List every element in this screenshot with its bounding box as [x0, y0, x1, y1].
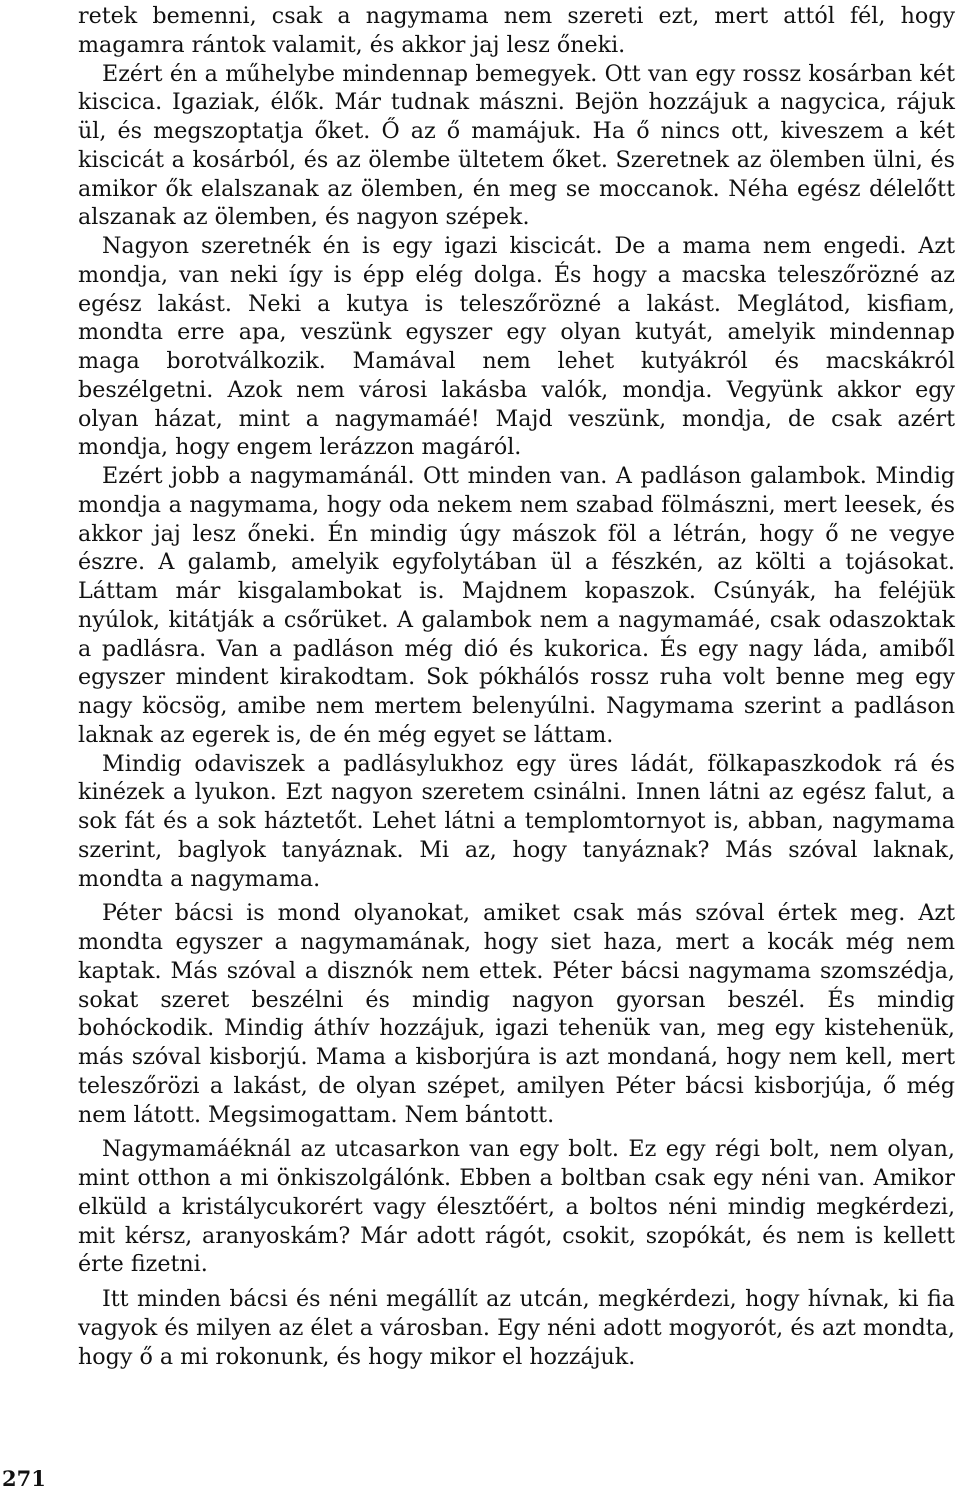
- paragraph: Nagyon szeretnék én is egy igazi kiscicát. De a mama nem engedi. Azt mondja, van neki így is épp elég dolga. És hogy a macska teleszőrözné az egész lakást. Neki a kutya is teleszőrözné a lakást. Meglátod, kisfiam, mondta erre apa, veszünk egyszer egy olyan kutyát, amelyik mindennap maga borotválkozik. Mamával nem lehet kutyákról és macskákról beszélgetni. Azok nem városi lakásba valók, mondja. Vegyünk akkor egy olyan házat, mint a nagymamáé! Majd veszünk, mondja, de csak azért mondja, hogy engem lerázzon magáról.: [78, 233, 955, 461]
- paragraph: Ezért én a műhelybe mindennap bemegyek. Ott van egy rossz kosárban két kiscica. Igaziak, élők. Már tudnak mászni. Bejön hozzájuk a nagycica, rájuk ül, és megszoptatja őket. Ő az ő mamájuk. Ha ő nincs ott, kiveszem a két kiscicát a kosárból, és az ölembe ültetem őket. Szeretnek az ölemben ülni, és amikor ők elalszanak az ölemben, én meg se moccanok. Néha egész délelőtt alszanak az ölemben, és nagyon szépek.: [78, 60, 955, 231]
- paragraph: retek bemenni, csak a nagymama nem szereti ezt, mert attól fél, hogy magamra rántok valamit, és akkor jaj lesz őneki.: [78, 3, 955, 58]
- paragraph: Péter bácsi is mond olyanokat, amiket csak más szóval értek meg. Azt mondta egyszer a nagymamának, hogy siet haza, mert a kocák még nem kaptak. Más szóval a disznók nem ettek. Péter bácsi nagymama szomszédja, sokat szeret beszélni és mindig nagyon gyorsan beszél. És mindig bohóckodik. Mindig áthív hozzájuk, igazi tehenük van, meg egy kistehenük, más szóval kisborjú. Mama a kisborjúra is azt mondaná, hogy nem kell, mert teleszőrözi a lakást, de olyan szépet, amilyen Péter bácsi kisborjúja, ő még nem látott. Megsimogattam. Nem bántott.: [78, 900, 955, 1128]
- paragraph: Ezért jobb a nagymamánál. Ott minden van. A padláson galambok. Mindig mondja a nagymama, hogy oda nekem nem szabad fölmászni, mert leesek, és akkor jaj lesz őneki. Én mindig úgy mászok föl a létrán, hogy ő ne vegye észre. A galamb, amelyik egyfolytában ül a fészkén, az költi a tojásokat. Láttam már kisgalambokat is. Majdnem kopaszok. Csúnyák, ha feléjük nyúlok, kitátják a csőrüket. A galambok nem a nagymamáé, csak odaszoktak a padlásra. Van a padláson még dió és kukorica. És egy nagy láda, amiből egyszer mindent kirakodtam. Sok pókhálós rossz ruha volt benne meg egy nagy köcsög, amibe nem mertem belenyúlni. Nagymama szerint a padláson laknak az egerek is, de én még egyet se láttam.: [78, 463, 955, 748]
- page-number: 271: [2, 1466, 46, 1491]
- book-page-text: [78, 2, 955, 1371]
- paragraph: Nagymamáéknál az utcasarkon van egy bolt. Ez egy régi bolt, nem olyan, mint otthon a mi önkiszolgálónk. Ebben a boltban csak egy néni van. Amikor elküld a kristálycukorért vagy élesztőért, a boltos néni mindig megkérdezi, mit kérsz, aranyoskám? Már adott rágót, csokit, szopókát, és nem is kellett érte fizetni.: [78, 1136, 955, 1278]
- paragraph: Itt minden bácsi és néni megállít az utcán, megkérdezi, hogy hívnak, ki fia vagyok és milyen az élet a városban. Egy néni adott mogyorót, és azt mondta, hogy ő a mi rokonunk, és hogy mikor el hozzájuk.: [78, 1286, 955, 1370]
- paragraph: Mindig odaviszek a padlásylukhoz egy üres ládát, fölkapaszkodok rá és kinézek a lyukon. Ezt nagyon szeretem csinálni. Innen látni az egész falut, a sok fát és a sok háztetőt. Lehet látni a templomtornyot is, abban, nagymama szerint, baglyok tanyáznak. Mi az, hogy tanyáznak? Más szóval laknak, mondta a nagymama.: [78, 750, 955, 892]
